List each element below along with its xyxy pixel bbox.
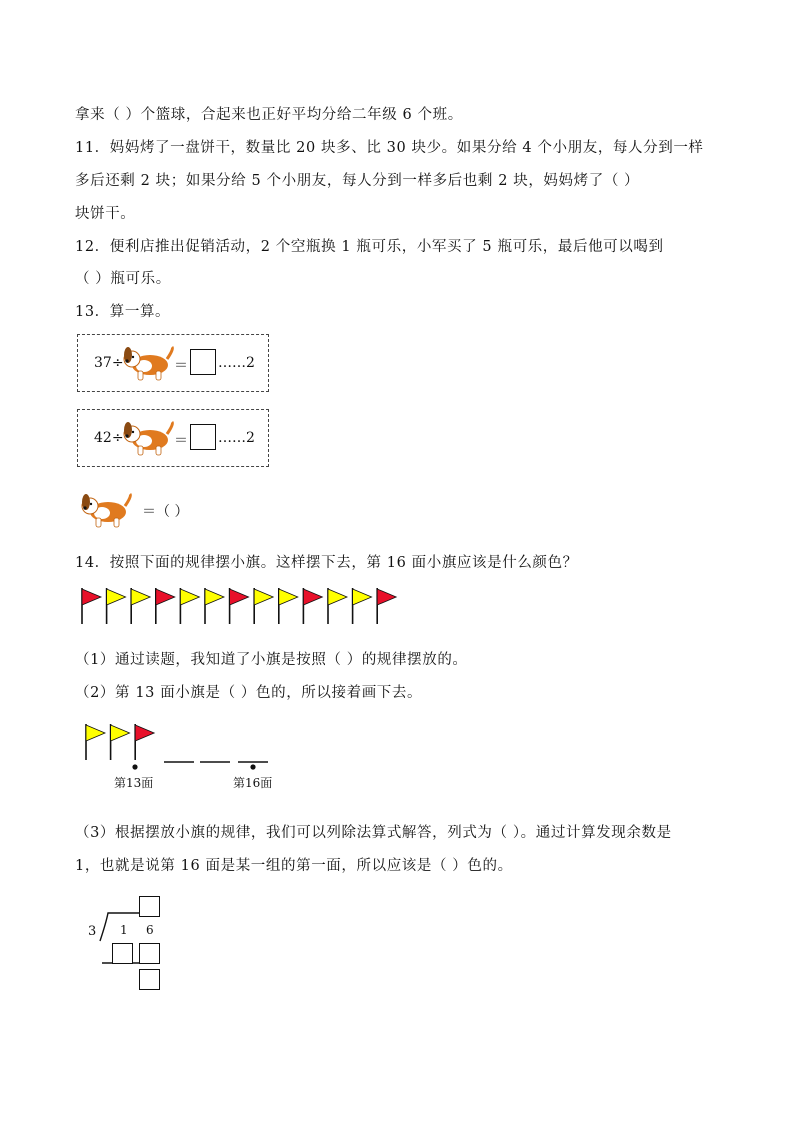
question-14-part-1: （1）通过读题，我知道了小旗是按照（ ）的规律摆放的。 [75,652,468,668]
puppy-icon [80,490,134,530]
divisor: 3 [88,924,97,939]
label-16th-flag: 第16面 [233,776,273,790]
question-14-part-3-line-2: 1，也就是说第 16 面是某一组的第一面，所以应该是（ ）色的。 [75,858,513,874]
puppy-icon [122,343,176,383]
equation-box-1 [77,334,269,392]
label-13th-flag: 第13面 [114,776,154,790]
red-flag-icon [230,588,249,624]
equals-sign-1: ＝ [174,358,188,374]
yellow-flag-icon [353,588,372,624]
red-flag-icon [156,588,175,624]
yellow-flag-icon [328,588,347,624]
red-flag-icon [303,588,322,624]
yellow-flag-icon [180,588,199,624]
question-14-part-2: （2）第 13 面小旗是（ ）色的，所以接着画下去。 [75,685,423,701]
flag-sequence [80,586,420,626]
dot-13th-marker [132,764,137,769]
question-14-title: 14．按照下面的规律摆小旗。这样摆下去，第 16 面小旗应该是什么颜色？ [75,555,578,571]
remainder-2: ……2 [218,430,255,446]
equation-box-2 [77,409,269,467]
answer-box-2[interactable] [190,424,216,450]
question-11-line-3: 块饼干。 [75,206,136,222]
question-11-line-2: 多后还剩 2 块；如果分给 5 个小朋友，每人分到一样多后也剩 2 块，妈妈烤了（ ） [75,173,640,189]
yellow-flag-icon [205,588,224,624]
remainder-box[interactable] [139,969,160,990]
remainder-1: ……2 [218,355,255,371]
red-flag-icon [377,588,396,624]
text-line-1: 拿来（ ）个篮球，合起来也正好平均分给二年级 6 个班。 [75,107,463,123]
dividend-42: 42÷ [94,430,124,446]
red-flag-icon [135,724,154,760]
dividend-digit-1: 1 [120,923,128,937]
question-13-title: 13．算一算。 [75,304,171,320]
puppy-icon [122,418,176,458]
question-14-part-3-line-1: （3）根据摆放小旗的规律，我们可以列除法算式解答，列式为（ ）。通过计算发现余数是 [75,825,672,841]
yellow-flag-icon [279,588,298,624]
question-12-line-1: 12．便利店推出促销活动，2 个空瓶换 1 瓶可乐，小军买了 5 瓶可乐，最后他可以喝到 [75,239,664,255]
dividend-digit-2: 6 [146,923,154,937]
flag-continuation [84,722,304,772]
answer-box-1[interactable] [190,349,216,375]
yellow-flag-icon [111,724,130,760]
question-11-line-1: 11．妈妈烤了一盘饼干，数量比 20 块多、比 30 块少。如果分给 4 个小朋友，每人分到一样 [75,140,704,156]
dividend-37: 37÷ [94,355,124,371]
yellow-flag-icon [254,588,273,624]
division-bracket [96,893,176,993]
quotient-box[interactable] [139,896,160,917]
product-box-1[interactable] [112,943,133,964]
yellow-flag-icon [86,724,105,760]
dot-16th-marker [250,764,255,769]
puppy-answer: ＝（ ） [142,504,189,520]
yellow-flag-icon [107,588,126,624]
yellow-flag-icon [131,588,150,624]
product-box-2[interactable] [139,943,160,964]
question-12-line-2: （ ）瓶可乐。 [75,271,171,287]
red-flag-icon [82,588,101,624]
equals-sign-2: ＝ [174,433,188,449]
